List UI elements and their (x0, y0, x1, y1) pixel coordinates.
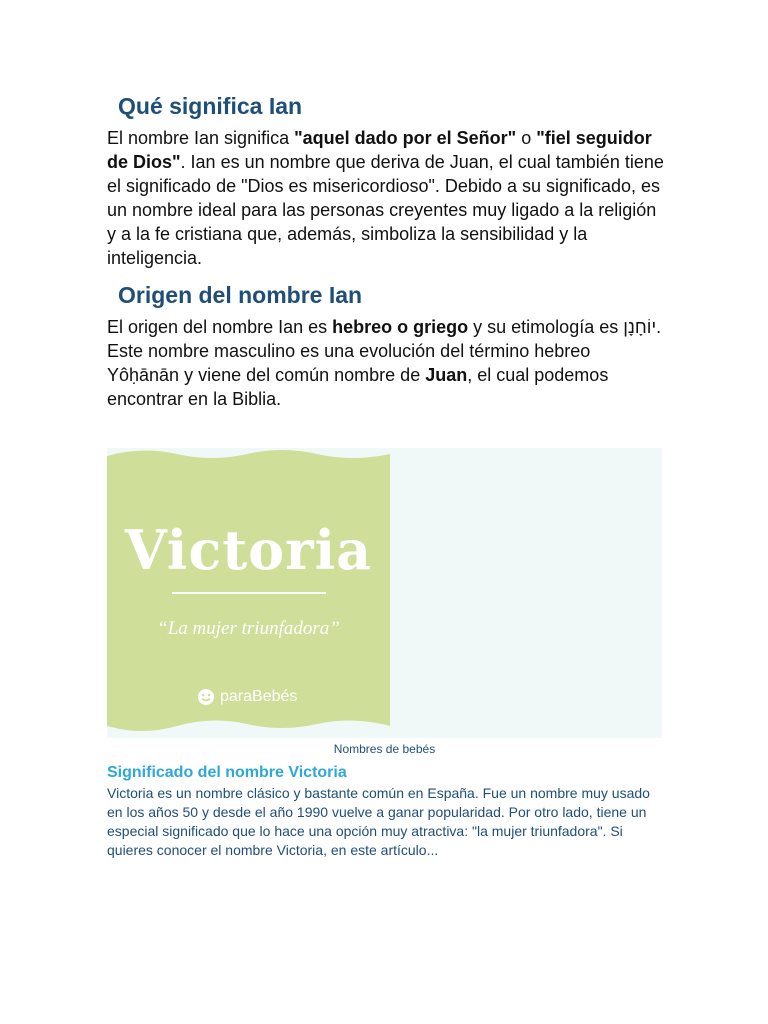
article-link-description[interactable]: Victoria es un nombre clásico y bastante común en España. Fue un nombre muy usado en los años 50 y desde el año 1990 vuelve a ganar popularidad. Por otro lado, tiene un especial significado que lo hace una opción muy atractiva: "la mujer triunfadora". Si quieres conocer el nombre Victoria, en este artículo... (107, 785, 650, 858)
section-heading-origin: Origen del nombre Ian (118, 282, 363, 308)
article-image-link[interactable] (107, 448, 662, 738)
image-caption: Nombres de bebés (333, 742, 436, 756)
meaning-bold-1: "aquel dado por el Señor" (294, 128, 517, 148)
article-link-title[interactable]: Significado del nombre Victoria (107, 764, 347, 781)
meaning-paragraph (107, 126, 667, 270)
origin-text-1: El origen del nombre Ian es (107, 317, 333, 337)
meaning-text-3: . Ian es un nombre que deriva de Juan, el cual también tiene el significado de "Dios es misericordioso". Debido a su significado, es un nombre ideal para las personas creyentes muy ligado a la religión y a la fe cristiana que, además, simboliza la sensibilidad y la inteligencia. (107, 152, 664, 268)
logo-text: paraBebés (220, 688, 298, 705)
card-subtitle: “La mujer triunfadora” (157, 618, 340, 639)
card-title: Victoria (124, 518, 373, 582)
card-divider (172, 592, 326, 594)
meaning-bold-2: "fiel seguidor de Dios" (107, 128, 652, 172)
parabebes-logo (197, 688, 297, 706)
section-heading-meaning: Qué significa Ian (118, 93, 303, 119)
origin-text-3: , el cual podemos encontrar en la Biblia. (107, 365, 609, 409)
origin-paragraph (107, 315, 667, 411)
origin-bold-1: hebreo o griego (332, 317, 469, 337)
meaning-text-1: El nombre Ian significa (107, 128, 295, 148)
origin-text-2: y su etimología es יוֹחָנָן. Este nombre masculino es una evolución del término hebreo Yôḥānān y viene del común nombre de (107, 317, 662, 385)
meaning-text-2: o (516, 128, 537, 148)
smile-icon (197, 688, 215, 706)
origin-bold-2: Juan (425, 365, 468, 385)
